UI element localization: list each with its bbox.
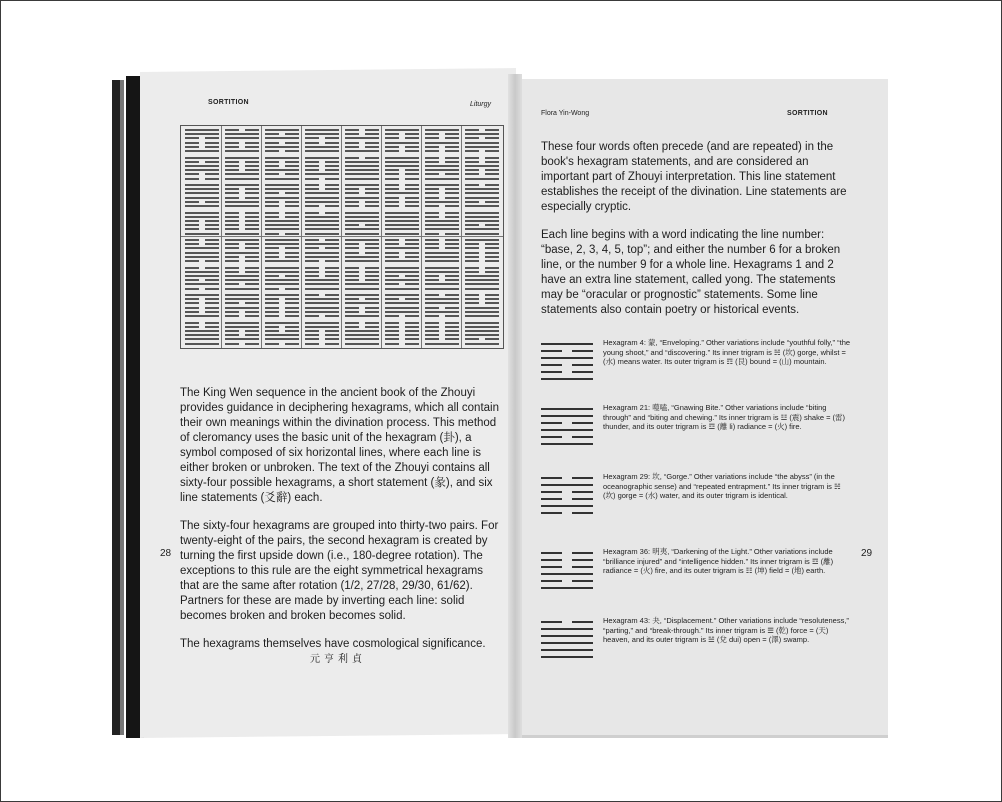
hexagram-line-broken xyxy=(572,491,593,493)
hexagram-line-broken xyxy=(572,559,593,561)
grid-hexagram xyxy=(303,183,341,209)
hexagram-line-broken xyxy=(541,350,562,352)
grid-hexagram xyxy=(303,211,341,237)
hexagram-line-broken xyxy=(541,491,562,493)
hexagram-entry xyxy=(541,547,861,595)
grid-hexagram xyxy=(423,321,461,347)
grid-hexagram xyxy=(463,321,501,347)
hexagram-line-broken xyxy=(572,371,593,373)
hexagram-line-broken xyxy=(541,566,562,568)
hexagram-line-broken xyxy=(572,350,593,352)
hexagram-icon xyxy=(541,405,595,447)
hexagram-line-solid xyxy=(541,649,593,651)
grid-hexagram xyxy=(383,321,421,347)
grid-hexagram xyxy=(463,266,501,292)
grid-divider xyxy=(181,236,503,237)
hexagram-line-broken xyxy=(541,559,562,561)
hexagram-line-broken xyxy=(541,436,562,438)
grid-hexagram xyxy=(223,266,261,292)
grid-divider xyxy=(461,126,462,348)
right-running-head: SORTITION xyxy=(787,110,828,117)
grid-hexagram xyxy=(223,156,261,182)
grid-hexagram xyxy=(383,128,421,154)
grid-hexagram xyxy=(183,128,221,154)
grid-hexagram xyxy=(263,266,301,292)
hexagram-icon xyxy=(541,474,595,516)
hexagram-line-broken xyxy=(572,552,593,554)
hexagram-line-broken xyxy=(572,566,593,568)
hexagram-line-broken xyxy=(541,498,562,500)
hexagram-line-solid xyxy=(541,635,593,637)
hexagram-grid xyxy=(180,125,504,349)
hexagram-caption: Hexagram 4: 蒙, “Enveloping.” Other variations include “youthful folly,” “the young shoot,” and “discovering.” Its inner trigram is ☵ (坎) gorge, whilst = (水) means water. Its outer trigram is ☶ (艮) bound = (山) mountain. xyxy=(603,338,851,366)
hexagram-caption: Hexagram 43: 夬, “Displacement.” Other variations include “resoluteness,” “parting,” and “break-through.” Its inner trigram is ☰ (乾) force = (天) heaven, and its outer trigram is ☱ (兌 dui) open = (澤) swamp. xyxy=(603,616,849,644)
grid-hexagram xyxy=(423,293,461,319)
right-author-name: Flora Yin-Wong xyxy=(541,110,590,117)
grid-hexagram xyxy=(383,156,421,182)
grid-hexagram xyxy=(383,293,421,319)
hexagram-line-solid xyxy=(541,343,593,345)
grid-hexagram xyxy=(343,321,381,347)
hexagram-line-broken xyxy=(541,552,562,554)
hexagram-entry xyxy=(541,403,861,451)
hexagram-line-broken xyxy=(572,621,593,623)
hexagram-line-broken xyxy=(541,621,562,623)
grid-hexagram xyxy=(223,128,261,154)
grid-hexagram xyxy=(423,183,461,209)
hexagram-line-solid xyxy=(541,429,593,431)
hexagram-line-solid xyxy=(541,573,593,575)
hexagram-line-solid xyxy=(541,656,593,658)
book-gutter xyxy=(508,74,522,738)
grid-hexagram xyxy=(463,156,501,182)
left-paragraph: The sixty-four hexagrams are grouped into thirty-two pairs. For twenty-eight of the pairs, the second hexagram is created by turning the first upside down (i.e., 180-degree rotation). The exceptions to this rule are the eight symmetrical hexagrams that are the same after rotation (1/2, 27/28, 29/30, 61/62). Partners for these are made by inverting each line: solid becomes broken and broken becomes solid. xyxy=(180,520,499,622)
grid-hexagram xyxy=(343,266,381,292)
grid-hexagram xyxy=(343,293,381,319)
grid-hexagram xyxy=(303,238,341,264)
left-paragraph: The King Wen sequence in the ancient book of the Zhouyi provides guidance in deciphering hexagrams, which all contain their own meanings within the divination process. This method of cleromancy uses the basic unit of the hexagram (卦), a symbol composed of six horizontal lines, where each line is either broken or unbroken. The text of the Zhouyi contains all sixty-four possible hexagrams, a short statement (彖), and six line statements (爻辭) each. xyxy=(180,387,499,504)
hexagram-line-solid xyxy=(541,642,593,644)
hexagram-line-solid xyxy=(541,357,593,359)
hexagram-line-solid xyxy=(541,415,593,417)
hexagram-entry xyxy=(541,338,861,386)
right-body-text xyxy=(541,140,859,331)
grid-divider xyxy=(301,126,302,348)
grid-hexagram xyxy=(343,211,381,237)
grid-hexagram xyxy=(303,128,341,154)
grid-hexagram xyxy=(263,128,301,154)
hexagram-line-solid xyxy=(541,408,593,410)
left-running-head: SORTITION xyxy=(208,99,249,106)
grid-hexagram xyxy=(183,183,221,209)
book-spine-highlight xyxy=(120,80,124,735)
grid-hexagram xyxy=(223,211,261,237)
grid-hexagram xyxy=(383,238,421,264)
hexagram-line-broken xyxy=(572,477,593,479)
grid-hexagram xyxy=(303,321,341,347)
grid-hexagram xyxy=(263,211,301,237)
grid-hexagram xyxy=(343,238,381,264)
hexagram-caption: Hexagram 21: 噬嗑, “Gnawing Bite.” Other variations include “biting through” and “biting and chewing.” Its inner trigram is ☳ (震) shake = (雷) thunder, and its outer trigram is ☲ (離 li) radiance = (火) fire. xyxy=(603,403,846,431)
hexagram-caption: Hexagram 36: 明夷, “Darkening of the Light.” Other variations include “brilliance injured” and “intelligence hidden.” Its inner trigram is ☲ (離) radiance = (火) fire, and its outer trigram is ☷ (坤) field = (地) earth. xyxy=(603,547,834,575)
grid-hexagram xyxy=(183,238,221,264)
grid-hexagram xyxy=(463,238,501,264)
hexagram-caption: Hexagram 29: 坎, “Gorge.” Other variations include “the abyss” (in the oceanographic sense) and “repeated entrapment.” Its inner trigram is ☵ (坎) gorge = (水) water, and its outer trigram is identical. xyxy=(603,472,841,500)
hexagram-line-broken xyxy=(572,436,593,438)
grid-hexagram xyxy=(223,293,261,319)
hexagram-line-broken xyxy=(541,364,562,366)
hexagram-line-broken xyxy=(572,580,593,582)
grid-hexagram xyxy=(383,211,421,237)
hexagram-entry xyxy=(541,616,861,664)
left-body-text xyxy=(180,386,500,665)
grid-hexagram xyxy=(423,266,461,292)
right-page-edge xyxy=(516,735,888,738)
hexagram-line-broken xyxy=(541,371,562,373)
grid-divider xyxy=(261,126,262,348)
grid-divider xyxy=(381,126,382,348)
hexagram-line-broken xyxy=(572,498,593,500)
grid-hexagram xyxy=(343,128,381,154)
grid-hexagram xyxy=(463,183,501,209)
right-paragraph: Each line begins with a word indicating the line number: “base, 2, 3, 4, 5, top”; and either the number 6 for a broken line, or the number 9 for a whole line. Hexagrams 1 and 2 have an extra line statement, called yong. The statements may be “oracular or prognostic” statements. Some line statements also contain poetry or historical events. xyxy=(541,229,841,316)
hexagram-line-broken xyxy=(541,580,562,582)
hexagram-line-solid xyxy=(541,587,593,589)
hexagram-line-solid xyxy=(541,443,593,445)
grid-hexagram xyxy=(423,211,461,237)
grid-hexagram xyxy=(183,156,221,182)
hexagram-line-broken xyxy=(572,422,593,424)
grid-hexagram xyxy=(263,156,301,182)
grid-hexagram xyxy=(183,293,221,319)
grid-hexagram xyxy=(423,238,461,264)
hexagram-line-solid xyxy=(541,378,593,380)
grid-divider xyxy=(341,126,342,348)
hexagram-line-broken xyxy=(541,512,562,514)
grid-hexagram xyxy=(183,321,221,347)
grid-hexagram xyxy=(263,321,301,347)
grid-hexagram xyxy=(223,238,261,264)
right-page-number: 29 xyxy=(861,548,873,559)
grid-divider xyxy=(221,126,222,348)
right-paragraph: These four words often precede (and are repeated) in the book's hexagram statements, and are considered an important part of Zhouyi interpretation. This line statement establishes the receipt of the divination. Line statements are especially cryptic. xyxy=(541,141,847,213)
grid-hexagram xyxy=(263,238,301,264)
grid-hexagram xyxy=(303,156,341,182)
grid-hexagram xyxy=(423,156,461,182)
hexagram-icon xyxy=(541,549,595,591)
chinese-characters: 元亨利貞 xyxy=(310,654,366,665)
grid-hexagram xyxy=(263,293,301,319)
grid-hexagram xyxy=(463,293,501,319)
left-paragraph: The hexagrams themselves have cosmological significance. xyxy=(180,638,486,650)
grid-hexagram xyxy=(223,183,261,209)
grid-hexagram xyxy=(223,321,261,347)
hexagram-entry xyxy=(541,472,861,520)
grid-divider xyxy=(421,126,422,348)
grid-hexagram xyxy=(303,293,341,319)
grid-hexagram xyxy=(183,211,221,237)
hexagram-line-broken xyxy=(572,364,593,366)
hexagram-line-solid xyxy=(541,484,593,486)
grid-hexagram xyxy=(343,183,381,209)
grid-hexagram xyxy=(383,183,421,209)
left-section-title: Liturgy xyxy=(470,101,492,108)
hexagram-icon xyxy=(541,618,595,660)
grid-hexagram xyxy=(463,211,501,237)
book-spine-edge xyxy=(112,80,120,735)
left-page-number: 28 xyxy=(160,548,172,559)
hexagram-line-broken xyxy=(572,512,593,514)
hexagram-icon xyxy=(541,340,595,382)
grid-hexagram xyxy=(303,266,341,292)
grid-hexagram xyxy=(263,183,301,209)
hexagram-line-solid xyxy=(541,628,593,630)
hexagram-line-broken xyxy=(541,477,562,479)
grid-hexagram xyxy=(383,266,421,292)
hexagram-line-solid xyxy=(541,505,593,507)
grid-hexagram xyxy=(423,128,461,154)
grid-hexagram xyxy=(183,266,221,292)
grid-hexagram xyxy=(343,156,381,182)
hexagram-line-broken xyxy=(541,422,562,424)
grid-hexagram xyxy=(463,128,501,154)
